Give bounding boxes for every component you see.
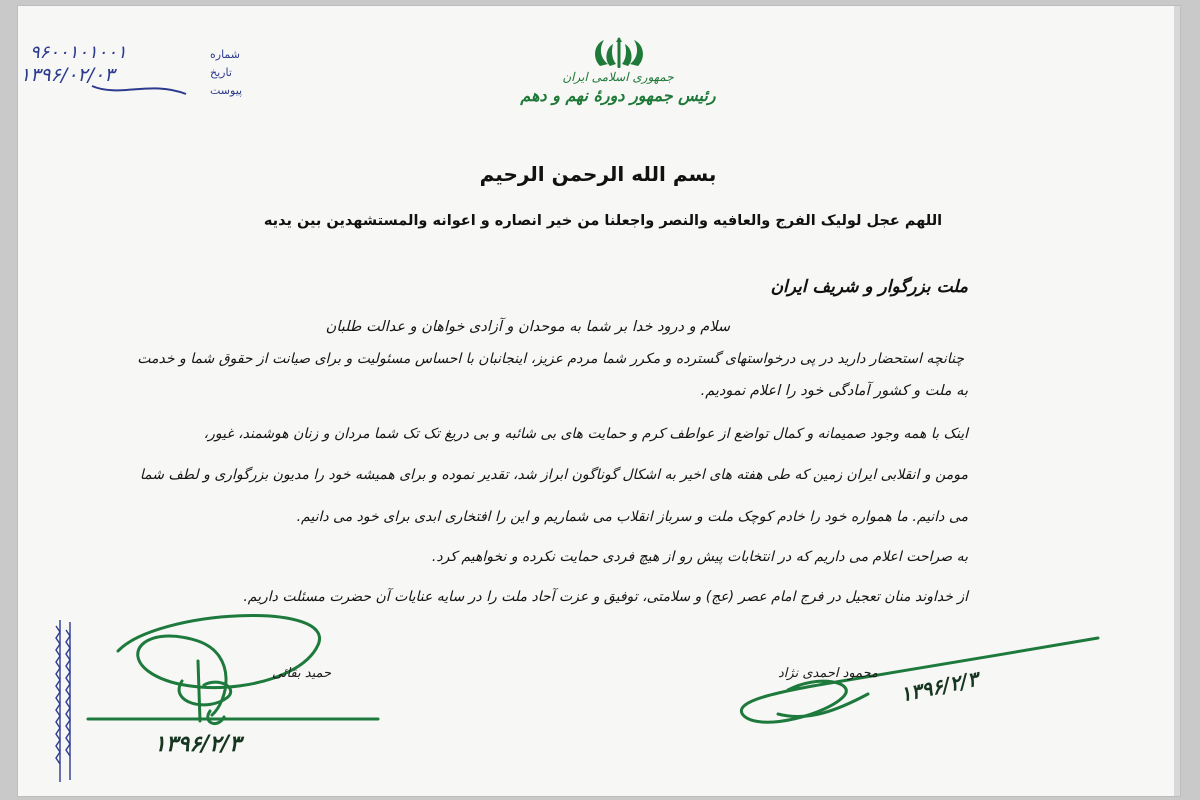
left-signature-date: ۱۳۹۶/۲/۳ [154,732,241,757]
body-line-8: از خداوند منان تعجیل در فرج امام عصر (عج) و سلامتی، توفیق و عزت آحاد ملت را در سایه عنایات آن حضرت مسئلت داریم. [243,589,968,605]
body-line-2: چنانچه استحضار دارید در پی درخواستهای گسترده و مکرر شما مردم عزیز، اینجانبان با احساس مسئولیت و برای صیانت از حقوق شما و خدمت [137,351,964,367]
reference-underline-scribble [90,80,190,100]
right-signatory-name: محمود احمدی نژاد [778,666,878,681]
reference-number-label: شماره [210,48,241,61]
prayer-line: اللهم عجل لولیک الفرج والعافیه والنصر واجعلنا من خیر انصاره و اعوانه والمستشهدین بین یدیه [263,213,943,229]
body-line-3: به ملت و کشور آمادگی خود را اعلام نمودیم. [700,383,968,399]
body-line-5: مومن و انقلابی ایران زمین که طی هفته های اخیر به اشکال گوناگون ابراز شد، تقدیر نموده و برای همیشه خود را مدیون بزرگواری و لطف شما [139,467,968,483]
reference-date-label: تاریخ [210,66,232,79]
reference-attachment-label: پیوست [210,84,243,97]
reference-date: ۱۳۹۶/۰۲/۰۳ [20,64,115,86]
left-signatory-name: حمید بقائی [272,666,332,681]
bismillah-heading: بسم الله الرحمن الرحیم [479,162,717,186]
body-line-7: به صراحت اعلام می داریم که در انتخابات پیش رو از هیچ فردی حمایت نکرده و نخواهیم کرد. [431,549,968,565]
salutation: ملت بزرگوار و شریف ایران [770,277,968,297]
letterhead-office: رئیس جمهور دورهٔ نهم و دهم [520,86,716,105]
right-signature-date: ۱۳۹۶/۲/۳ [898,666,981,707]
reference-number: ۹۶۰۰۱۰۱۰۰۱ [30,42,127,63]
letter-page [18,6,1180,796]
body-line-1: سلام و درود خدا بر شما به موحدان و آزادی خواهان و عدالت طلبان [325,319,730,335]
body-line-6: می دانیم. ما همواره خود را خادم کوچک ملت و سرباز انقلاب می شماریم و این را افتخاری ابدی برای خود می دانیم. [296,509,968,525]
body-line-4: اینک با همه وجود صمیمانه و کمال تواضع از عواطف کرم و حمایت های بی شائبه و بی دریغ تک تک شما مردان و زنان هوشمند، غیور، [203,426,968,442]
letterhead-country: جمهوری اسلامی ایران [562,70,674,84]
scan-edge [1174,6,1180,796]
left-signature-icon [78,611,398,741]
